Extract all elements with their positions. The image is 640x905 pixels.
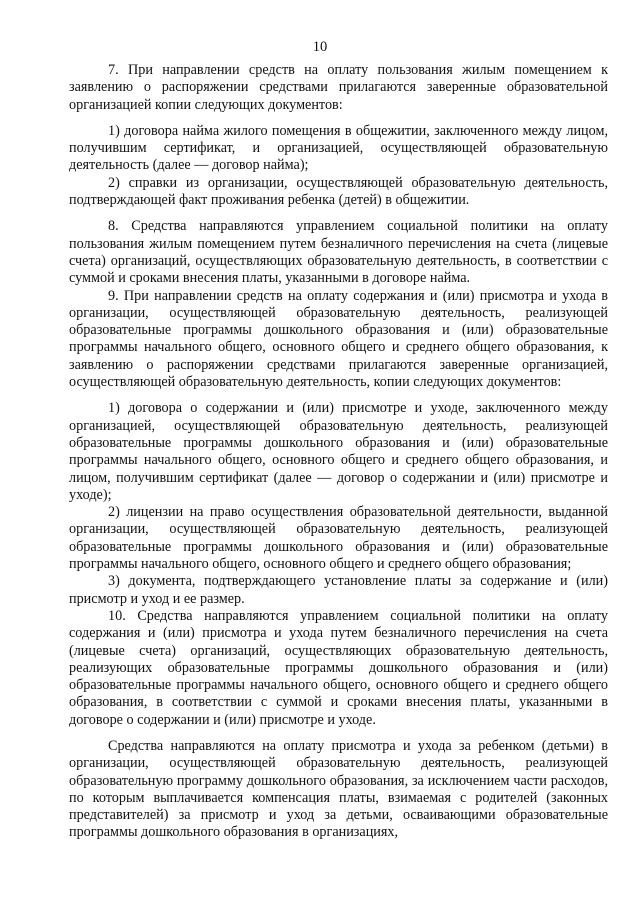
document-body xyxy=(69,62,608,842)
page-number: 10 xyxy=(312,39,328,55)
paragraph-9: 9. При направлении средств на оплату содержания и (или) присмотра и ухода в организации, осуществляющей образовательную деятельность, реализующей образовательные программы дошкольного образования и (или) образовательные программы начального общего, основного общего и среднего общего образования, к заявлению о распоряжении средствами прилагаются заверенные организацией, осуществляющей образовательную деятельность, копии следующих документов: xyxy=(69,287,608,391)
paragraph-10: 10. Средства направляются управлением социальной политики на оплату содержания и (или) присмотра и ухода путем безналичного перечисления на счета (лицевые счета) организаций, осуществляющих образовательную деятельность, реализующих образовательные программы дошкольного образования и (или) образовательные программы начального общего, основного общего и среднего общего образования, в соответствии с суммой и сроками внесения платы, указанными в договоре о содержании и (или) присмотре и уходе. xyxy=(69,607,608,728)
paragraph-10-continuation: Средства направляются на оплату присмотра и ухода за ребенком (детьми) в организации, осуществляющей образовательную деятельность, реализующей образовательную программу дошкольного образования, за исключением части расходов, по которым выплачивается компенсация платы, взимаемая с родителей (законных представителей) за присмотр и уход за детьми, осваивающими образовательные программы дошкольного образования в организациях, xyxy=(69,737,608,841)
paragraph-7-item-2: 2) справки из организации, осуществляющей образовательную деятельность, подтверждающей факт проживания ребенка (детей) в общежитии. xyxy=(69,174,608,209)
paragraph-8: 8. Средства направляются управлением социальной политики на оплату пользования жилым помещением путем безналичного перечисления на счета (лицевые счета) организаций, осуществляющих образовательную деятельность, в соответствии с суммой и сроками внесения платы, указанными в договоре найма. xyxy=(69,218,608,287)
paragraph-9-item-2: 2) лицензии на право осуществления образовательной деятельности, выданной организации, осуществляющей образовательную деятельность, реализующей образовательные программы дошкольного образования и (или) образовательные программы начального общего, основного общего и среднего общего образования; xyxy=(69,504,608,573)
paragraph-7: 7. При направлении средств на оплату пользования жилым помещением к заявлению о распоряжении средствами прилагаются заверенные образовательной организацией копии следующих документов: xyxy=(69,62,608,113)
paragraph-7-item-1: 1) договора найма жилого помещения в общежитии, заключенного между лицом, получившим сертификат, и организацией, осуществляющей образовательную деятельность (далее — договор найма); xyxy=(69,122,608,174)
paragraph-9-item-1: 1) договора о содержании и (или) присмотре и уходе, заключенного между организацией, осуществляющей образовательную деятельность, реализующей образовательные программы дошкольного образования и (или) образовательные программы начального общего, основного общего и среднего общего образования, и лицом, получившим сертификат (далее — договор о содержании и (или) присмотре и уходе); xyxy=(69,400,608,503)
paragraph-9-item-3: 3) документа, подтверждающего установление платы за содержание и (или) присмотр и уход и ее размер. xyxy=(69,573,608,607)
